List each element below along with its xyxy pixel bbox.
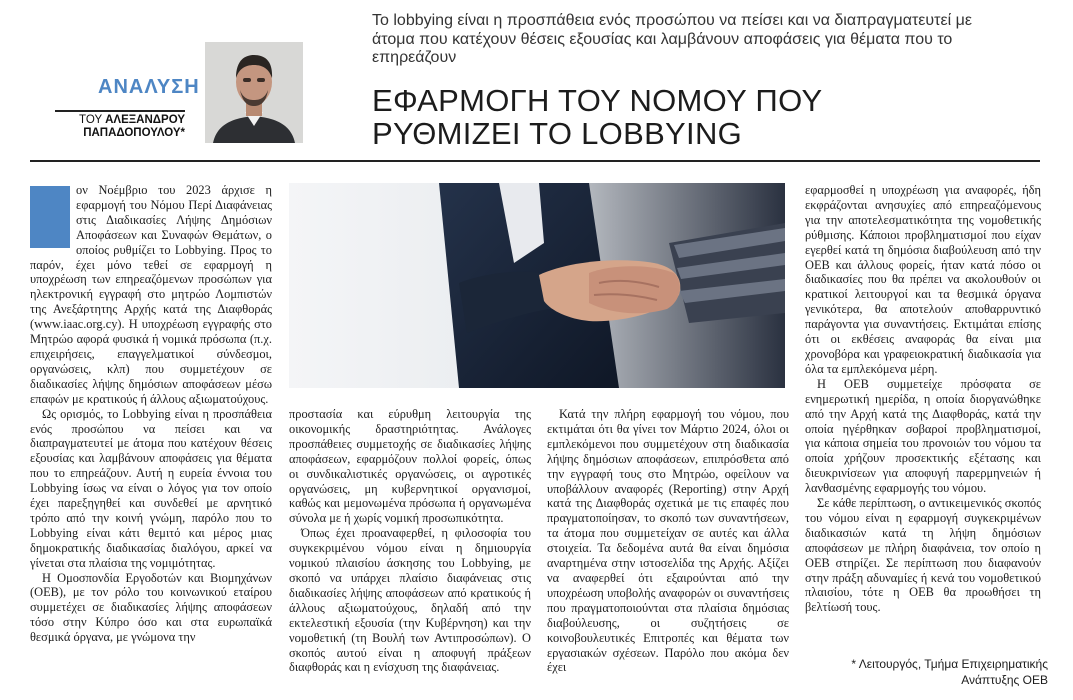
paragraph: Η Ομοσπονδία Εργοδοτών και Βιομηχάνων (ΟΕΒ), με τον ρόλο του κοινωνικού εταίρου συμμετέχει σε διαδικασίες λήψης αποφάσεων τόσο στην Κύπρο όσο και στα ευρωπαϊκά θεσμικά όργανα, με γνώμονα την [30,570,272,645]
paragraph: προστασία και εύρυθμη λειτουργία της οικονομικής δραστηριότητας. Ανάλογες προσπάθειες συμμετοχής σε διαδικασίες λήψης αποφάσεων, εφαρμόζουν πολλοί φορείς, όπως οι συνδικαλιστικές οργανώσεις, οι αγροτικές οργανώσεις, μη κυβερνητικοί οργανισμοί, καθώς και μεμονωμένα πρόσωπα ή οργανωμένα σύνολα με ή χωρίς νομική προσωπικότητα. [289,407,531,526]
author-name-line1: ΑΛΕΞΑΝΔΡΟΥ [105,114,185,126]
handshake-image [289,183,785,388]
header-divider [30,160,1040,162]
paragraph: Όπως έχει προαναφερθεί, η φιλοσοφία του συγκεκριμένου νόμου είναι η δημιουργία νομικού πλαισίου άσκησης του Lobbying, με σκοπό να υπάρχει πλαίσιο διαφάνειας στις διαδικασίες λήψης αποφάσεων από κρατικούς ή άλλους αξιωματούχους, δηλαδή από την εκτελεστική εξουσία (την Κυβέρνηση) και την νομοθετική (τη Βουλή των Αντιπροσώπων). Ο σκοπός αυτού είναι η αποφυγή πράξεων διαφθοράς και η ενίσχυση της διαφάνειας. [289,526,531,675]
author-footnote [820,656,1048,688]
article-lede: Το lobbying είναι η προσπάθεια ενός προσώπου να πείσει και να διαπραγματευτεί με άτομα που κατέχουν θέσεις εξουσίας και λαμβάνουν αποφάσεις για θέματα που το επηρεάζουν [372,12,972,66]
article-column-2 [289,407,531,675]
paragraph: ον Νοέμβριο του 2023 άρχισε η εφαρμογή του Νόμου Περί Διαφάνειας στις Διαδικασίες Λήψης Δημόσιων Αποφάσεων και Συναφών Θεμάτων, ο οποίος ρυθμίζει το Lobbying. Προς το παρόν, έχει μόνο τεθεί σε εφαρμογή η υποχρέωση των επηρεαζόμενων προσώπων για ηλεκτρονική εγγραφή στο μητρώο Λομπιστών της Ανεξάρτητης Αρχής κατά της Διαφθοράς (www.iaac.org.cy). Η υποχρέωση εγγραφής στο Μητρώο αφορά φυσικά ή νομικά πρόσωπα (π.χ. επιχειρήσεις, επαγγελματικοί σύνδεσμοι, οργανώσεις, κλπ) που συμμετέχουν σε διαδικασίες λήψης δημόσιων αποφάσεων μέσω επαφών με κρατικούς ή άλλους αξιωματούχους. [30,183,272,406]
article-column-3 [547,407,789,675]
paragraph: Κατά την πλήρη εφαρμογή του νόμου, που εκτιμάται ότι θα γίνει τον Μάρτιο 2024, όλοι οι εμπλεκόμενοι που συμμετέχουν στη διαδικασία λήψης δημόσιων αποφάσεων, επιπρόσθετα από την εγγραφή τους στο Μητρώο, οφείλουν να υποβάλλουν αναφορές (Reporting) στην Αρχή κατά της Διαφθοράς σχετικά με τις επαφές που πραγματοποίησαν, το σκοπό των συναντήσεων, τα άτομα που συμμετείχαν σε αυτές και άλλα στοιχεία. Τα δεδομένα αυτά θα είναι δημόσια αναρτημένα στην ιστοσελίδα της Αρχής. Αξίζει να αναφερθεί ότι εξαιρούνται από την υποχρέωση υποβολής αναφορών οι συναντήσεις που πραγματοποιούνται στα πλαίσια δημόσιας διαβούλευσης, οι συζητήσεις σε κοινοβουλευτικές Επιτροπές και θέματα των εργασιακών σχέσεων. Παρόλο που ακόμα δεν έχει [547,407,789,675]
paragraph: Σε κάθε περίπτωση, ο αντικειμενικός σκοπός του νόμου είναι η εφαρμογή συγκεκριμένων διαδικασιών κατά τη λήψη δημόσιων αποφάσεων με πλήρη διαφάνεια, τον οποίο η ΟΕΒ στηρίζει. Σε περίπτωση που διαφανούν στην πράξη αδυναμίες ή κενά του νομοθετικού πλαισίου, τότε η ΟΕΒ θα προωθήσει τη βελτίωσή τους. [805,496,1041,615]
author-prefix: ΤΟΥ [79,114,102,126]
footnote-line2: Ανάπτυξης ΟΕΒ [961,673,1048,687]
section-kicker: ΑΝΑΛΥΣΗ [98,76,200,98]
paragraph: εφαρμοσθεί η υποχρέωση για αναφορές, ήδη εκφράζονται ανησυχίες από επηρεαζόμενους για την αποτελεσματικότητα της νομοθετικής ρύθμισης. Κάποιοι προβληματισμοί που είχαν εγερθεί κατά τη δημόσια διαβούλευση από την ΟΕΒ και άλλους φορείς, ήταν κατά πόσο οι διαδικασίες που θα πρέπει να ακολουθούν οι κρατικοί λειτουργοί και τα θεσμικά όργανα γενικότερα, θα αποτελούν αποθαρρυντικό παράγοντα για συναντήσεις. Εκτιμάται επίσης ότι οι εκθέσεις αναφοράς θα είναι μια χρονοβόρα και γραφειοκρατική διαδικασία για όλα τα εμπλεκόμενα μέρη. [805,183,1041,376]
article-column-1 [30,183,272,645]
author-portrait [205,42,303,143]
drop-cap-block [30,186,70,248]
article-column-4 [805,183,1041,615]
author-byline [55,110,185,140]
paragraph: Η ΟΕΒ συμμετείχε πρόσφατα σε ενημερωτική ημερίδα, η οποία διοργανώθηκε από την Αρχή κατά της Διαφθοράς, κατά την οποία ηγέρθηκαν σοβαροί προβληματισμοί, για κάποια σημεία του προνοιών του νόμου τα οποία χρήζουν προσεκτικής εξέτασης και διευκρινίσεων για αποφυγή παρερμηνειών ή λανθασμένης εφαρμογής του νόμου. [805,376,1041,496]
footnote-line1: * Λειτουργός, Τμήμα Επιχειρηματικής [851,657,1048,671]
headline-line1: ΕΦΑΡΜΟΓΗ ΤΟΥ ΝΟΜΟΥ ΠΟΥ [372,83,823,118]
headline-line2: ΡΥΘΜΙΖΕΙ ΤΟ LOBBYING [372,116,743,151]
article-headline [372,84,1022,150]
paragraph: Ως ορισμός, το Lobbying είναι η προσπάθεια ενός προσώπου να πείσει και να διαπραγματευτεί με άτομα που κατέχουν θέσεις εξουσίας και λαμβάνουν αποφάσεις για θέματα που το επηρεάζουν. Αυτή η ευρεία έννοια του Lobbying ίσως να είναι ο λόγος για τον οποίο έχει παρεξηγηθεί και συνδεθεί με αρνητικό τρόπο από την κοινή γνώμη, παρόλο που το Lobbying είναι κάτι θεμιτό και μέρος μιας δημοκρατικής διαδικασίας διαλόγου, αρκεί να γίνεται στα πλαίσια της νομιμότητας. [30,406,272,570]
author-name-line2: ΠΑΠΑΔΟΠΟΥΛΟΥ* [83,127,185,139]
